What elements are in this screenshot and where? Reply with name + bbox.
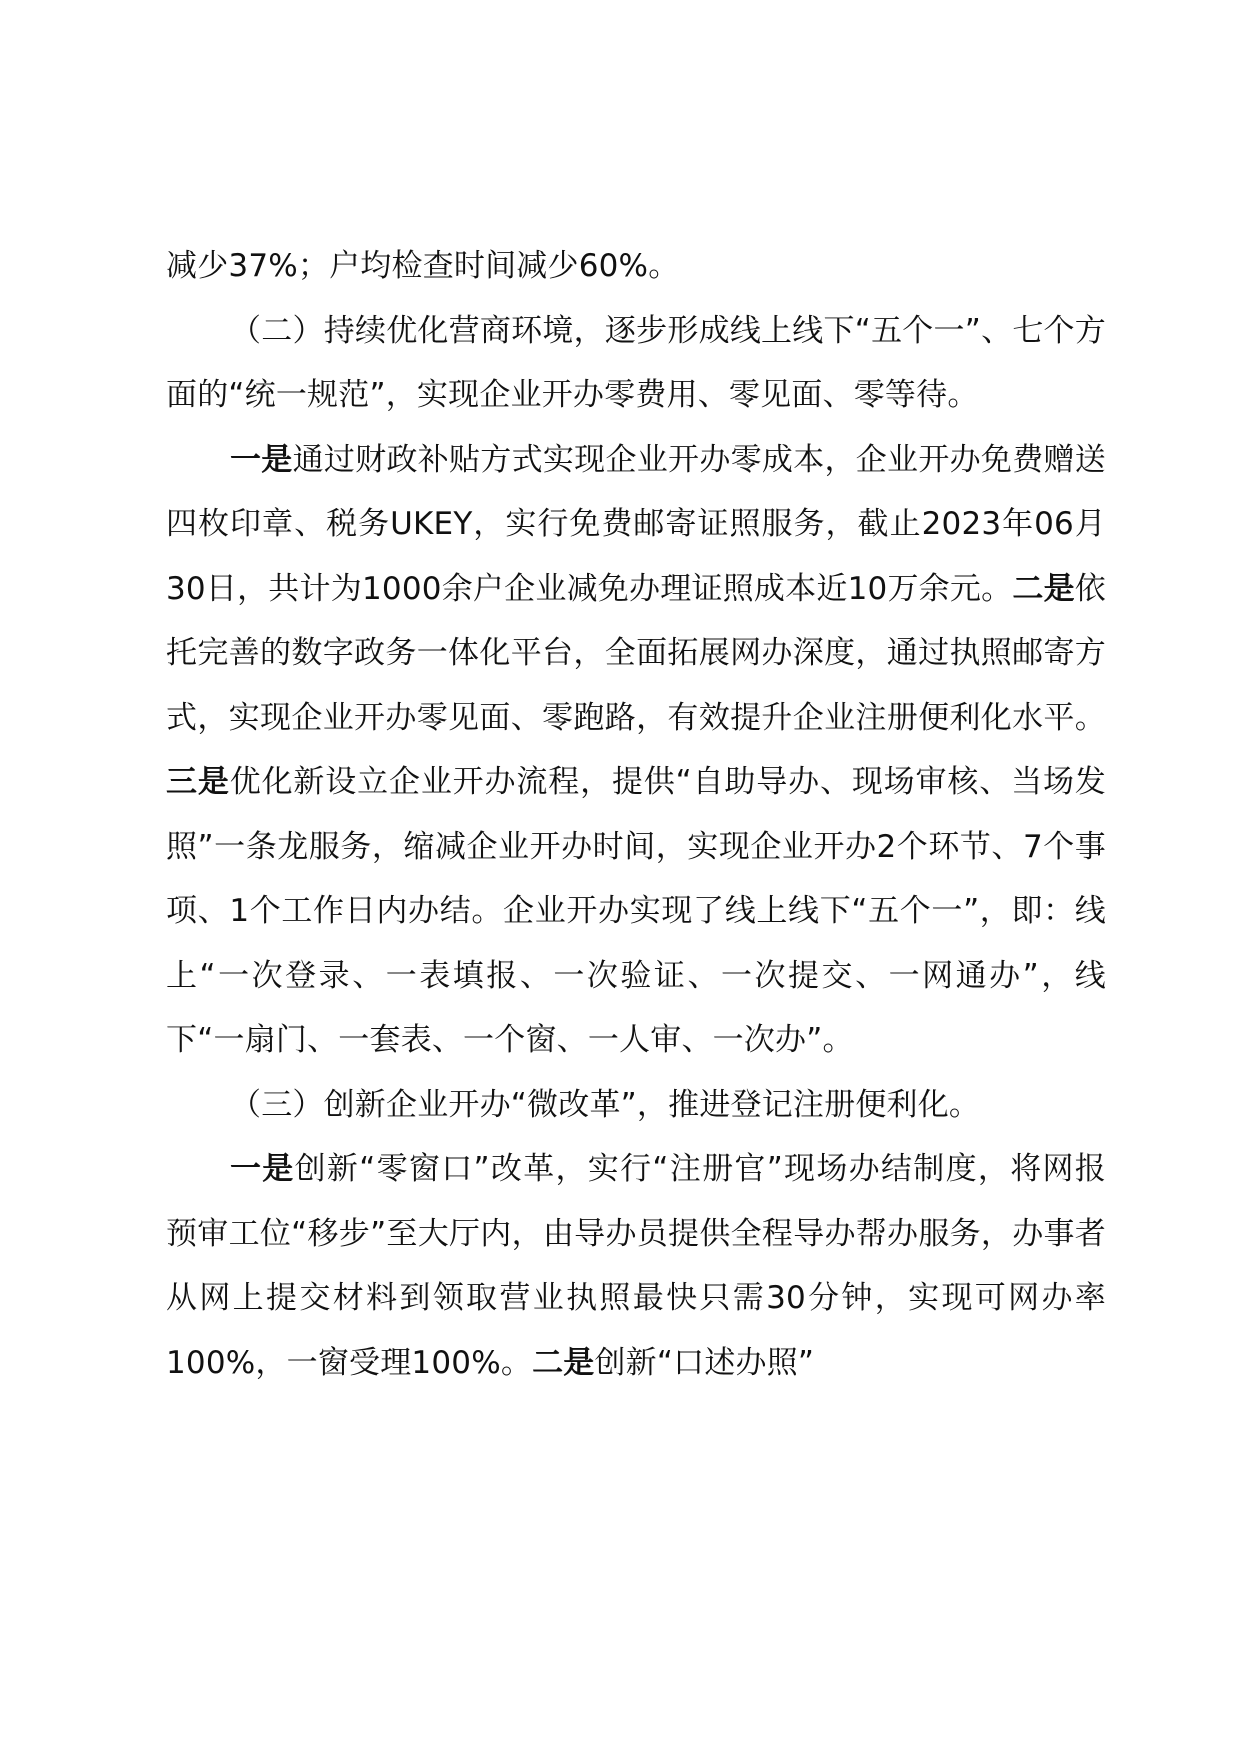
document-body [166,234,1106,1395]
paragraph-text: 优化新设立企业开办流程，提供“自助导办、现场审核、当场发照”一条龙服务，缩减企业开办时间，实现企业开办2个环节、7个事项、1个工作日内办结。企业开办实现了线上线下“五个一”，即：线上“一次登录、一表填报、一次验证、一次提交、一网通办”，线下“一扇门、一套表、一个窗、一人审、一次办”。 [166,764,1106,1058]
paragraph-text: （三）创新企业开办“微改革”，推进登记注册便利化。 [230,1086,981,1123]
bold-lead-first: 一是 [230,1151,295,1187]
paragraph-text: 减少37%；户均检查时间减少60%。 [166,248,680,284]
paragraph-measures-two [166,428,1106,1073]
section-heading-three [166,1073,1106,1138]
bold-lead-second: 二是 [1012,570,1075,607]
section-heading-two [166,299,1106,428]
paragraph-text: 通过财政补贴方式实现企业开办零成本，企业开办免费赠送四枚印章、税务UKEY，实行免费邮寄证照服务，截止2023年06月30日，共计为1000余户企业减免办理证照成本近10万余元。 [166,441,1106,607]
paragraph-measures-three [166,1137,1106,1395]
bold-lead-third: 三是 [166,764,230,800]
paragraph-text: 创新“零窗口”改革，实行“注册官”现场办结制度，将网报预审工位“移步”至大厅内，由导办员提供全程导办帮办服务，办事者从网上提交材料到领取营业执照最快只需30分钟，实现可网办率100%，一窗受理100%。 [166,1151,1107,1381]
paragraph-text: 依托完善的数字政务一体化平台，全面拓展网办深度，通过执照邮寄方式，实现企业开办零见面、零跑路，有效提升企业注册便利化水平。 [166,570,1106,736]
paragraph-text: 创新“口述办照” [594,1344,815,1381]
bold-lead-second: 二是 [532,1344,595,1381]
paragraph-text: （二）持续优化营商环境，逐步形成线上线下“五个一”、七个方面的“统一规范”，实现企业开办零费用、零见面、零等待。 [166,312,1106,413]
bold-lead-first: 一是 [230,441,293,478]
paragraph-continuation [166,234,1106,299]
